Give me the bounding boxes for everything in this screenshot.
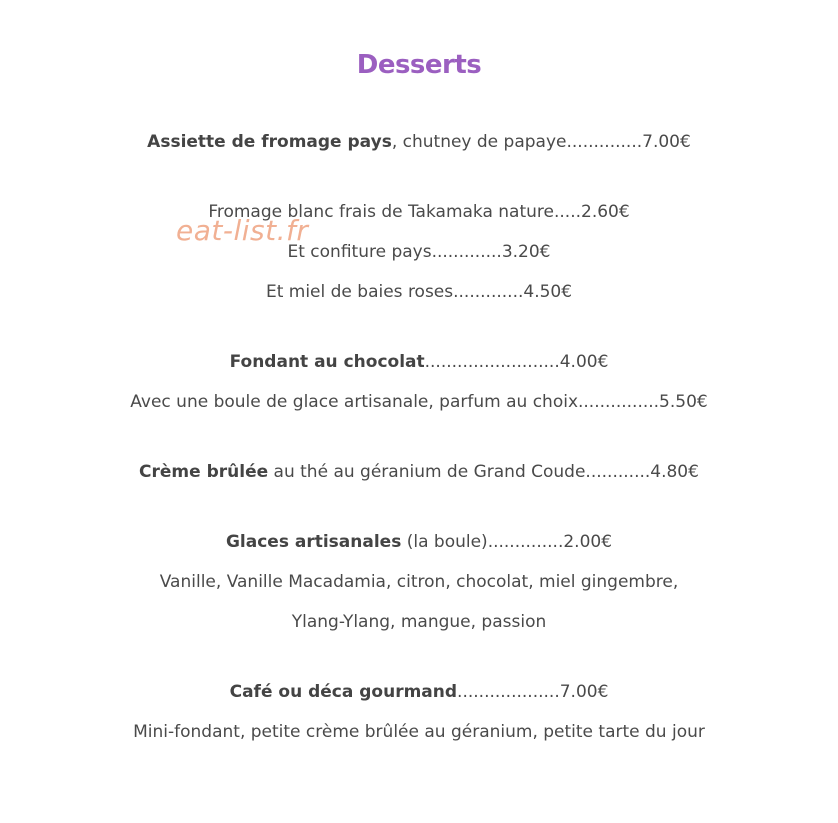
- menu-item-glaces: [0, 531, 838, 553]
- item-detail: Ylang-Ylang, mangue, passion: [291, 612, 547, 632]
- menu-item-creme-brulee: [0, 461, 838, 483]
- menu-item-cafe-gourmand-detail: [0, 721, 838, 743]
- item-name: Fondant au chocolat: [229, 352, 425, 372]
- watermark-logo: eat-list.fr: [176, 214, 309, 247]
- item-detail: Mini-fondant, petite crème brûlée au géranium, petite tarte du jour: [133, 722, 705, 742]
- menu-item-glaces-flavors-1: [0, 571, 838, 593]
- item-detail: Fromage blanc frais de Takamaka nature.....2.60€: [208, 202, 630, 222]
- page-title: Desserts: [356, 50, 482, 80]
- item-detail: Et miel de baies roses.............4.50€: [265, 282, 573, 302]
- item-detail: Et confiture pays.............3.20€: [287, 242, 551, 262]
- menu-item-cheese-plate: [0, 131, 838, 153]
- menu-item-option-confiture: [0, 241, 838, 263]
- menu-item-fondant-option: [0, 391, 838, 413]
- menu-item-glaces-flavors-2: [0, 611, 838, 633]
- item-name: Crème brûlée: [139, 462, 269, 482]
- menu-item-option-miel: [0, 281, 838, 303]
- item-detail: (la boule)..............2.00€: [401, 532, 613, 552]
- menu-item-fondant: [0, 351, 838, 373]
- item-detail: au thé au géranium de Grand Coude............4.80€: [268, 462, 699, 482]
- item-detail: Vanille, Vanille Macadamia, citron, chocolat, miel gingembre,: [159, 572, 679, 592]
- item-detail: ...................7.00€: [457, 682, 609, 702]
- item-detail: , chutney de papaye..............7.00€: [391, 132, 691, 152]
- menu-item-cafe-gourmand: [0, 681, 838, 703]
- item-name: Glaces artisanales: [225, 532, 402, 552]
- item-detail: Avec une boule de glace artisanale, parfum au choix...............5.50€: [130, 392, 708, 412]
- item-name: Assiette de fromage pays: [147, 132, 392, 152]
- menu-item-fromage-blanc: [0, 201, 838, 223]
- item-detail: .........................4.00€: [424, 352, 609, 372]
- item-name: Café ou déca gourmand: [229, 682, 458, 702]
